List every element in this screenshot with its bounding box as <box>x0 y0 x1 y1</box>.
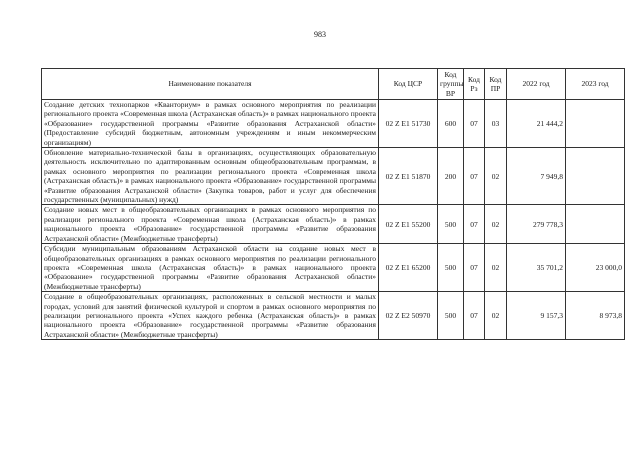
row-csr-cell: 02 Z E2 50970 <box>379 292 438 340</box>
table-row <box>42 100 625 148</box>
row-vr-cell: 500 <box>438 292 464 340</box>
row-2023-cell: 23 000,0 <box>566 244 625 292</box>
row-name-cell: Создание в общеобразовательных организациях, расположенных в сельской местности и малых городах, условий для занятий физической культурой и спортом в рамках основного мероприятия по реализации регионального проекта «Успех каждого ребенка (Астраханская область)» в рамках национального проекта «Образование» государственной программы «Развитие образования Астраханской области» (Межбюджетные трансферты) <box>42 292 379 340</box>
row-2022-cell: 21 444,2 <box>507 100 566 148</box>
row-2022-cell: 279 778,3 <box>507 205 566 244</box>
header-vr: Код группы ВР <box>438 69 464 100</box>
table-row <box>42 148 625 205</box>
row-rz-cell: 07 <box>464 100 485 148</box>
row-rz-cell: 07 <box>464 244 485 292</box>
page-number: 983 <box>314 30 326 39</box>
header-2023: 2023 год <box>566 69 625 100</box>
header-rz: Код Рз <box>464 69 485 100</box>
row-rz-cell: 07 <box>464 148 485 205</box>
row-2023-cell <box>566 205 625 244</box>
row-csr-cell: 02 Z E1 51870 <box>379 148 438 205</box>
table-row <box>42 205 625 244</box>
table-row <box>42 244 625 292</box>
row-name-cell: Создание новых мест в общеобразовательных организациях в рамках основного мероприятия по реализации регионального проекта «Современная школа (Астраханская область)» в рамках национального проекта «Образование» государственной программы «Развитие образования Астраханской области» (Межбюджетные трансферты) <box>42 205 379 244</box>
row-pr-cell: 02 <box>485 205 507 244</box>
row-rz-cell: 07 <box>464 205 485 244</box>
row-pr-cell: 02 <box>485 148 507 205</box>
row-vr-cell: 200 <box>438 148 464 205</box>
row-csr-cell: 02 Z E1 65200 <box>379 244 438 292</box>
row-vr-cell: 600 <box>438 100 464 148</box>
row-csr-cell: 02 Z E1 51730 <box>379 100 438 148</box>
header-csr: Код ЦСР <box>379 69 438 100</box>
row-2023-cell <box>566 100 625 148</box>
row-pr-cell: 02 <box>485 292 507 340</box>
row-vr-cell: 500 <box>438 244 464 292</box>
table-header-row <box>42 69 625 100</box>
row-2022-cell: 35 701,2 <box>507 244 566 292</box>
row-pr-cell: 02 <box>485 244 507 292</box>
row-vr-cell: 500 <box>438 205 464 244</box>
row-2023-cell <box>566 148 625 205</box>
header-name: Наименование показателя <box>42 69 379 100</box>
header-2022: 2022 год <box>507 69 566 100</box>
row-rz-cell: 07 <box>464 292 485 340</box>
table-body <box>42 100 625 340</box>
row-2022-cell: 7 949,8 <box>507 148 566 205</box>
row-name-cell: Создание детских технопарков «Кванториум» в рамках основного мероприятия по реализации регионального проекта «Современная школа (Астраханская область)» в рамках национального проекта «Образование» государственной программы «Развитие образования Астраханской области» (Предоставление субсидий бюджетным, автономным учреждениям и иным некоммерческим организациям) <box>42 100 379 148</box>
row-2022-cell: 9 157,3 <box>507 292 566 340</box>
row-csr-cell: 02 Z E1 55200 <box>379 205 438 244</box>
budget-table <box>41 68 625 340</box>
row-name-cell: Субсидии муниципальным образованиям Астраханской области на создание новых мест в общеобразовательных организациях в рамках основного мероприятия по реализации регионального проекта «Современная школа (Астраханская область)» в рамках национального проекта «Образование» государственной программы «Развитие образования Астраханской области» (Межбюджетные трансферты) <box>42 244 379 292</box>
header-pr: Код ПР <box>485 69 507 100</box>
table-row <box>42 292 625 340</box>
row-name-cell: Обновление материально-технической базы в организациях, осуществляющих образовательную деятельность исключительно по адаптированным основным общеобразовательным программам, в рамках основного мероприятия по реализации регионального проекта «Современная школа (Астраханская область)» в рамках национального проекта «Образование» государственной программы «Развитие образования Астраханской области» (Закупка товаров, работ и услуг для обеспечения государственных (муниципальных) нужд) <box>42 148 379 205</box>
row-2023-cell: 8 973,8 <box>566 292 625 340</box>
row-pr-cell: 03 <box>485 100 507 148</box>
